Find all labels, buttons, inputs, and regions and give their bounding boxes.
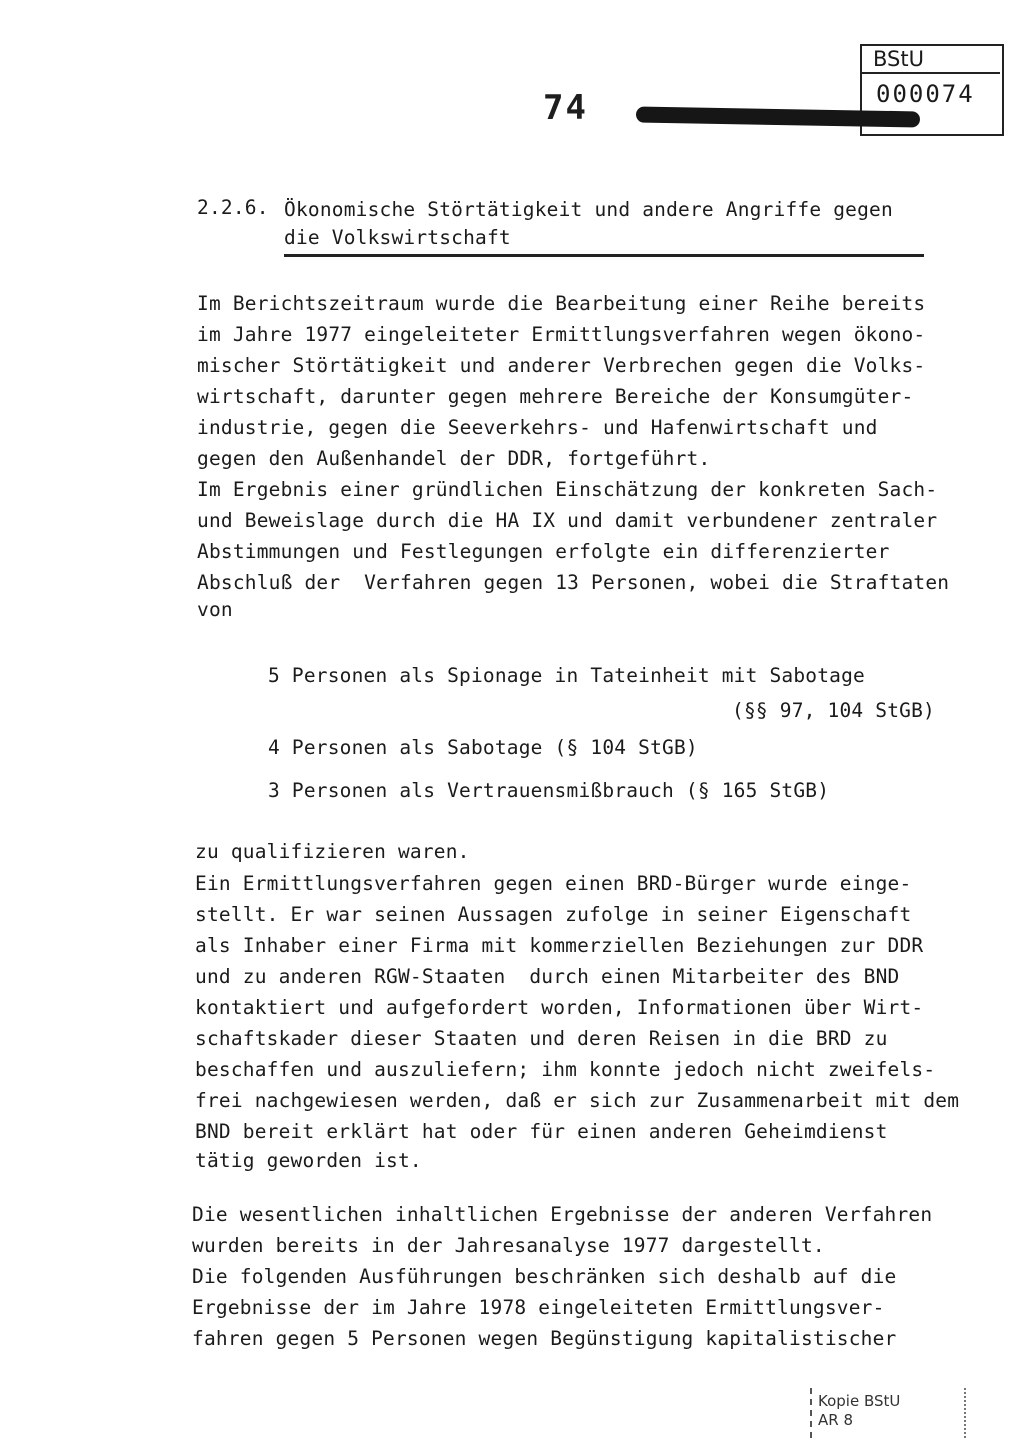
- text-line: mischer Störtätigkeit und anderer Verbrechen gegen die Volks-: [197, 354, 926, 377]
- text-line: kontaktiert und aufgefordert worden, Informationen über Wirt-: [195, 996, 924, 1019]
- text-line: wirtschaft, darunter gegen mehrere Bereiche der Konsumgüter-: [197, 385, 914, 408]
- text-line: stellt. Er war seinen Aussagen zufolge in seiner Eigenschaft: [195, 903, 912, 926]
- text-line: fahren gegen 5 Personen wegen Begünstigung kapitalistischer: [192, 1327, 897, 1350]
- list-item-citation: (§§ 97, 104 StGB): [732, 699, 935, 722]
- text-line: BND bereit erklärt hat oder für einen anderen Geheimdienst: [195, 1120, 888, 1143]
- copy-stamp-reference: AR 8: [818, 1411, 853, 1429]
- text-line: Abstimmungen und Festlegungen erfolgte ein differenzierter: [197, 540, 890, 563]
- copy-stamp-text: Kopie BStU: [818, 1392, 901, 1410]
- text-line: frei nachgewiesen werden, daß er sich zur Zusammenarbeit mit dem: [195, 1089, 960, 1112]
- text-line: industrie, gegen die Seeverkehrs- und Hafenwirtschaft und: [197, 416, 878, 439]
- text-line: Ein Ermittlungsverfahren gegen einen BRD-Bürger wurde einge-: [195, 872, 912, 895]
- text-line: zu qualifizieren waren.: [195, 840, 470, 863]
- text-line: und Beweislage durch die HA IX und damit verbundener zentraler: [197, 509, 938, 532]
- list-item: 3 Personen als Vertrauensmißbrauch (§ 165 StGB): [268, 779, 830, 802]
- list-item: 4 Personen als Sabotage (§ 104 StGB): [268, 736, 698, 759]
- text-line: schaftskader dieser Staaten und deren Reisen in die BRD zu: [195, 1027, 888, 1050]
- text-line: Im Ergebnis einer gründlichen Einschätzung der konkreten Sach-: [197, 478, 938, 501]
- section-number: 2.2.6.: [197, 196, 269, 219]
- text-line: Die wesentlichen inhaltlichen Ergebnisse der anderen Verfahren: [192, 1203, 933, 1226]
- page-number: 74: [543, 88, 588, 128]
- section-title-line1: Ökonomische Störtätigkeit und andere Angriffe gegen: [284, 198, 893, 221]
- text-line: beschaffen und auszuliefern; ihm konnte jedoch nicht zweifels-: [195, 1058, 936, 1081]
- text-line: und zu anderen RGW-Staaten durch einen Mitarbeiter des BND: [195, 965, 900, 988]
- list-item: 5 Personen als Spionage in Tateinheit mit Sabotage: [268, 664, 865, 687]
- text-line: von: [197, 598, 233, 621]
- text-line: wurden bereits in der Jahresanalyse 1977 dargestellt.: [192, 1234, 825, 1257]
- text-line: Im Berichtszeitraum wurde die Bearbeitung einer Reihe bereits: [197, 292, 926, 315]
- text-line: als Inhaber einer Firma mit kommerziellen Beziehungen zur DDR: [195, 934, 924, 957]
- archive-stamp-number: 000074: [876, 80, 975, 108]
- text-line: Abschluß der Verfahren gegen 13 Personen, wobei die Straftaten: [197, 571, 950, 594]
- heading-underline: [284, 254, 924, 257]
- archive-stamp-brand: BStU: [873, 47, 924, 71]
- text-line: tätig geworden ist.: [195, 1149, 422, 1172]
- text-line: Ergebnisse der im Jahre 1978 eingeleiteten Ermittlungsver-: [192, 1296, 885, 1319]
- text-line: im Jahre 1977 eingeleiteter Ermittlungsverfahren wegen ökono-: [197, 323, 926, 346]
- text-line: Die folgenden Ausführungen beschränken sich deshalb auf die: [192, 1265, 897, 1288]
- section-title-line2: die Volkswirtschaft: [284, 226, 511, 249]
- text-line: gegen den Außenhandel der DDR, fortgeführt.: [197, 447, 711, 470]
